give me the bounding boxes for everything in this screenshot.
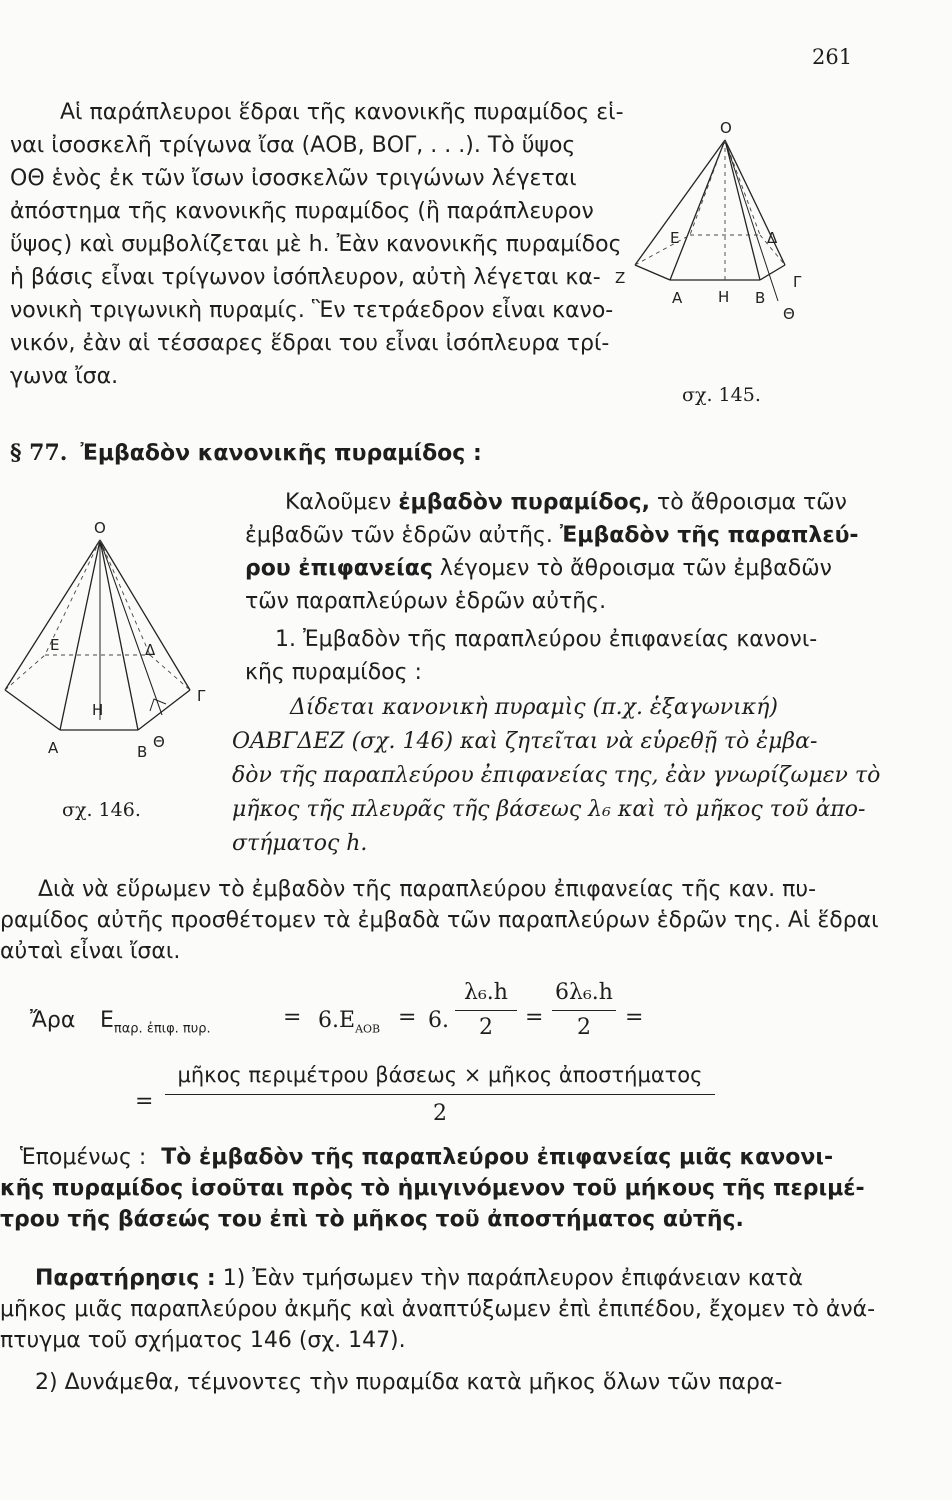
hidden-edge — [5, 655, 45, 690]
item-1-line: κῆς πυραμίδος : — [245, 660, 422, 685]
fraction-6-lambda-h: $\frac{\text{6λ₆.h}}{2}$ — [552, 980, 616, 1041]
formula-eq: = — [283, 1005, 302, 1030]
intro-line: νικόν, ἐὰν αἱ τέσσαρες ἕδραι του εἶναι ἰσόπλευρα τρί- — [10, 331, 610, 356]
vertex-label: Δ — [145, 641, 156, 659]
page-number: 261 — [812, 45, 853, 69]
intro-line: ΟΘ ἑνὸς ἐκ τῶν ἴσων ἰσοσκελῶν τριγώνων λέγεται — [10, 166, 577, 191]
vertex-label: Θ — [153, 733, 165, 751]
vertex-label: Δ — [767, 229, 778, 247]
remark-lead: Παρατήρησις : — [35, 1266, 216, 1291]
given-line: δὸν τῆς παραπλεύρου ἐπιφανείας της, ἐὰν γνωρίζωμεν τὸ — [232, 763, 881, 788]
vertex-label: Β — [755, 289, 766, 307]
item-1-line: 1. Ἐμβαδὸν τῆς παραπλεύρου ἐπιφανείας κανονι- — [275, 627, 818, 652]
method-line: αὐταὶ εἶναι ἴσαι. — [0, 939, 181, 964]
edge — [725, 140, 778, 301]
edge — [635, 140, 725, 265]
edge — [725, 140, 760, 280]
formula-eq: = — [135, 1089, 154, 1114]
intro-line: γωνα ἴσα. — [10, 364, 119, 389]
conclusion-line: κῆς πυραμίδος ἰσοῦται πρὸς τὸ ἡμιγινόμενον τοῦ μήκους τῆς περιμέ- — [0, 1176, 865, 1201]
formula-term1: $6.E_{AOB}$ — [318, 1008, 381, 1036]
vertex-label: Ε — [50, 636, 60, 654]
vertex-label: Γ — [197, 687, 206, 705]
intro-line: Αἱ παράπλευροι ἕδραι τῆς κανονικῆς πυραμίδος εἱ- — [60, 100, 624, 125]
conclusion-text: Τὸ ἐμβαδὸν τῆς παραπλεύρου ἐπιφανείας μιᾶς κανονι- — [161, 1145, 834, 1170]
formula-term2-coef: 6. — [428, 1008, 449, 1033]
formula-eq: = — [398, 1005, 417, 1030]
vertex-label: Ο — [720, 119, 732, 137]
definition-line: τῶν παραπλεύρων ἑδρῶν αὐτῆς. — [245, 589, 607, 614]
figure-145-caption: σχ. 145. — [682, 384, 761, 406]
definition-line: ἐμβαδῶν τῶν ἑδρῶν αὐτῆς. Ἐμβαδὸν τῆς παραπλεύ- — [245, 523, 859, 548]
fraction-big: μῆκος περιμέτρου βάσεως × μῆκος ἀποστήματος 2 — [165, 1062, 715, 1127]
section-heading — [10, 440, 482, 467]
figure-146 — [0, 515, 230, 765]
section-mark: § 77. — [10, 440, 68, 466]
given-line: ΟΑΒΓΔΕΖ (σχ. 146) καὶ ζητεῖται νὰ εὑρεθῇ τὸ ἐμβα- — [232, 729, 818, 754]
intro-line: ὕψος) καὶ συμβολίζεται μὲ h. Ἐὰν κανονικῆς πυραμίδος — [10, 232, 622, 257]
conclusion-line: τρου τῆς βάσεώς του ἐπὶ τὸ μῆκος τοῦ ἀποστήματος αὐτῆς. — [0, 1207, 744, 1232]
vertex-label: Β — [137, 743, 148, 761]
definition-line: Καλοῦμεν ἐμβαδὸν πυραμίδος, τὸ ἄθροισμα τῶν — [285, 490, 847, 515]
definition-line: ρου ἐπιφανείας λέγομεν τὸ ἄθροισμα τῶν ἐμβαδῶν — [245, 556, 832, 581]
edge — [5, 540, 100, 690]
formula-eq: = — [625, 1005, 644, 1030]
vertex-label: Η — [92, 701, 104, 719]
edge — [5, 690, 60, 730]
given-line: μῆκος τῆς πλευρᾶς τῆς βάσεως λ₆ καὶ τὸ μῆκος τοῦ ἀπο- — [232, 797, 866, 822]
edge — [635, 265, 670, 280]
vertex-label: Ε — [670, 229, 680, 247]
edge — [100, 540, 138, 730]
hidden-edge — [100, 540, 150, 655]
edge — [760, 265, 785, 280]
remark-line: μῆκος μιᾶς παραπλεύρου ἀκμῆς καὶ ἀναπτύξωμεν ἐπὶ ἐπιπέδου, ἔχομεν τὸ ἀνά- — [0, 1297, 876, 1322]
vertex-label: Α — [672, 289, 683, 307]
hidden-edge — [150, 655, 190, 690]
given-line: Δίδεται κανονικὴ πυραμὶς (π.χ. ἑξαγωνική) — [290, 695, 778, 720]
figure-146-caption: σχ. 146. — [62, 799, 141, 821]
conclusion-line — [20, 1145, 833, 1171]
vertex-label: Η — [718, 288, 730, 306]
remark-line: πτυγμα τοῦ σχήματος 146 (σχ. 147). — [0, 1328, 406, 1353]
conclusion-lead: Ἑπομένως : — [20, 1145, 147, 1170]
vertex-label: Γ — [793, 273, 802, 291]
intro-line: ναι ἰσοσκελῆ τρίγωνα ἴσα (ΑΟΒ, ΒΟΓ, . . .). Τὸ ὕψος — [10, 133, 576, 158]
intro-line: ἡ βάσις εἶναι τρίγωνον ἰσόπλευρον, αὐτὴ λέγεται κα- — [10, 265, 601, 290]
given-line: στήματος h. — [232, 831, 368, 856]
edge — [138, 690, 190, 730]
formula-ara: Ἄρα — [30, 1008, 76, 1033]
vertex-label: Α — [48, 739, 59, 757]
formula-eq: = — [525, 1005, 544, 1030]
figure-145 — [600, 105, 840, 345]
vertex-label: Ο — [94, 519, 106, 537]
fraction-lambda-h: $\frac{\text{λ₆.h}}{2}$ — [455, 980, 517, 1041]
intro-line: ἀπόστημα τῆς κανονικῆς πυραμίδος (ἢ παράπλευρον — [10, 199, 594, 224]
section-title: Ἐμβαδὸν κανονικῆς πυραμίδος : — [80, 441, 482, 466]
remark-line: Παρατήρησις : 1) Ἐὰν τμήσωμεν τὴν παράπλευρον ἐπιφάνειαν κατὰ — [35, 1266, 803, 1291]
intro-line: νονικὴ τριγωνικὴ πυραμίς. Ἓν τετράεδρον εἶναι κανο- — [10, 298, 614, 323]
edge — [670, 140, 725, 280]
formula-lhs: $E_{\pi\alpha\rho. ἐ\pi\iota\varphi. \pi\upsilon\rho.}$ — [100, 1008, 211, 1037]
method-line: ραμίδος αὐτῆς προσθέτομεν τὰ ἐμβαδὰ τῶν παραπλεύρων ἑδρῶν της. Αἱ ἕδραι — [0, 908, 879, 933]
remark-line: 2) Δυνάμεθα, τέμνοντες τὴν πυραμίδα κατὰ μῆκος ὅλων τῶν παρα- — [35, 1370, 783, 1395]
method-line: Διὰ νὰ εὕρωμεν τὸ ἐμβαδὸν τῆς παραπλεύρου ἐπιφανείας τῆς καν. πυ- — [38, 877, 817, 902]
vertex-label: Ζ — [615, 269, 626, 287]
vertex-label: Θ — [783, 305, 795, 323]
hidden-edge — [725, 140, 760, 235]
